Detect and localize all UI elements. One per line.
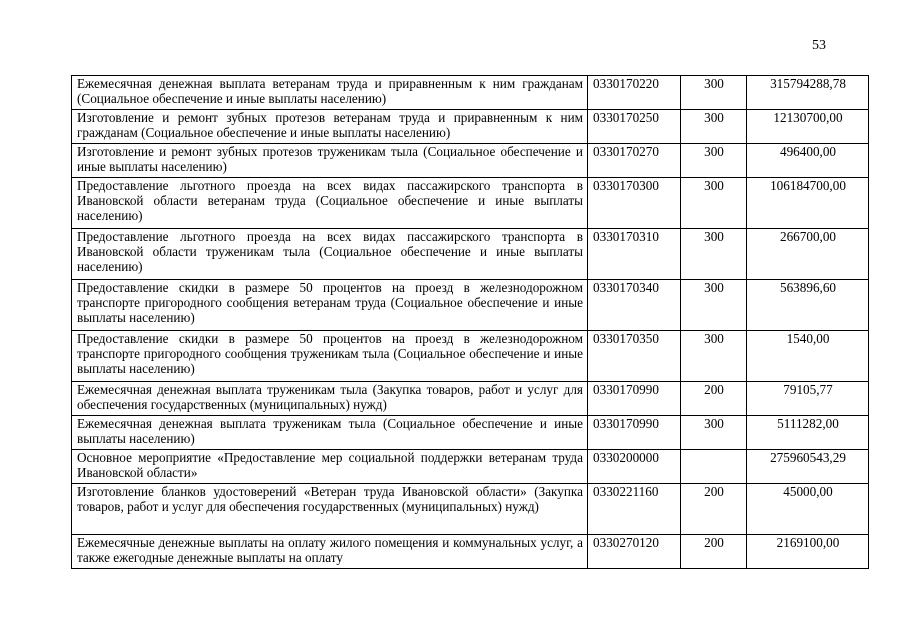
row-code-cell: 0330200000 <box>588 450 681 484</box>
row-type-cell: 300 <box>681 280 747 331</box>
row-type-cell: 300 <box>681 144 747 178</box>
table-row <box>72 416 869 450</box>
row-type-cell: 300 <box>681 331 747 382</box>
row-name-cell: Ежемесячная денежная выплата труженикам тыла (Социальное обеспечение и иные выплаты населению) <box>72 416 588 450</box>
row-name-cell: Предоставление скидки в размере 50 процентов на проезд в железнодорожном транспорте пригородного сообщения труженикам тыла (Социальное обеспечение и иные выплаты населению) <box>72 331 588 382</box>
row-name-cell: Ежемесячные денежные выплаты на оплату жилого помещения и коммунальных услуг, а также ежегодные денежные выплаты на оплату <box>72 535 588 569</box>
table-row <box>72 484 869 535</box>
row-amount-cell: 2169100,00 <box>747 535 869 569</box>
row-type-cell: 200 <box>681 535 747 569</box>
table-row <box>72 229 869 280</box>
row-amount-cell: 496400,00 <box>747 144 869 178</box>
table-row <box>72 382 869 416</box>
page-number: 53 <box>812 38 826 53</box>
table-row <box>72 450 869 484</box>
row-name-cell: Основное мероприятие «Предоставление мер социальной поддержки ветеранам труда Ивановской области» <box>72 450 588 484</box>
row-amount-cell: 5111282,00 <box>747 416 869 450</box>
row-type-cell <box>681 450 747 484</box>
table-row <box>72 535 869 569</box>
budget-table <box>71 75 869 569</box>
row-code-cell: 0330270120 <box>588 535 681 569</box>
row-amount-cell: 563896,60 <box>747 280 869 331</box>
row-code-cell: 0330170350 <box>588 331 681 382</box>
table-row <box>72 331 869 382</box>
row-code-cell: 0330170990 <box>588 416 681 450</box>
row-name-cell: Ежемесячная денежная выплата труженикам тыла (Закупка товаров, работ и услуг для обеспечения государственных (муниципальных) нужд) <box>72 382 588 416</box>
row-amount-cell: 106184700,00 <box>747 178 869 229</box>
row-type-cell: 200 <box>681 484 747 535</box>
row-name-cell: Предоставление льготного проезда на всех видах пассажирского транспорта в Ивановской области ветеранам труда (Социальное обеспечение и иные выплаты населению) <box>72 178 588 229</box>
row-amount-cell: 266700,00 <box>747 229 869 280</box>
row-name-cell: Предоставление льготного проезда на всех видах пассажирского транспорта в Ивановской области труженикам тыла (Социальное обеспечение и иные выплаты населению) <box>72 229 588 280</box>
row-code-cell: 0330170220 <box>588 76 681 110</box>
row-amount-cell: 315794288,78 <box>747 76 869 110</box>
row-name-cell: Изготовление бланков удостоверений «Ветеран труда Ивановской области» (Закупка товаров, работ и услуг для обеспечения государственных (муниципальных) нужд) <box>72 484 588 535</box>
row-amount-cell: 1540,00 <box>747 331 869 382</box>
row-code-cell: 0330221160 <box>588 484 681 535</box>
row-name-cell: Изготовление и ремонт зубных протезов ветеранам труда и приравненным к ним гражданам (Социальное обеспечение и иные выплаты населению) <box>72 110 588 144</box>
row-amount-cell: 79105,77 <box>747 382 869 416</box>
row-amount-cell: 275960543,29 <box>747 450 869 484</box>
row-code-cell: 0330170340 <box>588 280 681 331</box>
row-name-cell: Изготовление и ремонт зубных протезов труженикам тыла (Социальное обеспечение и иные выплаты населению) <box>72 144 588 178</box>
row-code-cell: 0330170250 <box>588 110 681 144</box>
row-type-cell: 300 <box>681 416 747 450</box>
row-type-cell: 300 <box>681 229 747 280</box>
row-code-cell: 0330170310 <box>588 229 681 280</box>
row-code-cell: 0330170990 <box>588 382 681 416</box>
row-type-cell: 300 <box>681 110 747 144</box>
table-row <box>72 110 869 144</box>
row-code-cell: 0330170270 <box>588 144 681 178</box>
table-row <box>72 144 869 178</box>
table-row <box>72 178 869 229</box>
row-amount-cell: 45000,00 <box>747 484 869 535</box>
row-type-cell: 300 <box>681 178 747 229</box>
row-type-cell: 300 <box>681 76 747 110</box>
row-code-cell: 0330170300 <box>588 178 681 229</box>
table-row <box>72 280 869 331</box>
row-name-cell: Предоставление скидки в размере 50 процентов на проезд в железнодорожном транспорте пригородного сообщения ветеранам труда (Социальное обеспечение и иные выплаты населению) <box>72 280 588 331</box>
row-type-cell: 200 <box>681 382 747 416</box>
row-name-cell: Ежемесячная денежная выплата ветеранам труда и приравненным к ним гражданам (Социальное обеспечение и иные выплаты населению) <box>72 76 588 110</box>
row-amount-cell: 12130700,00 <box>747 110 869 144</box>
table-row <box>72 76 869 110</box>
